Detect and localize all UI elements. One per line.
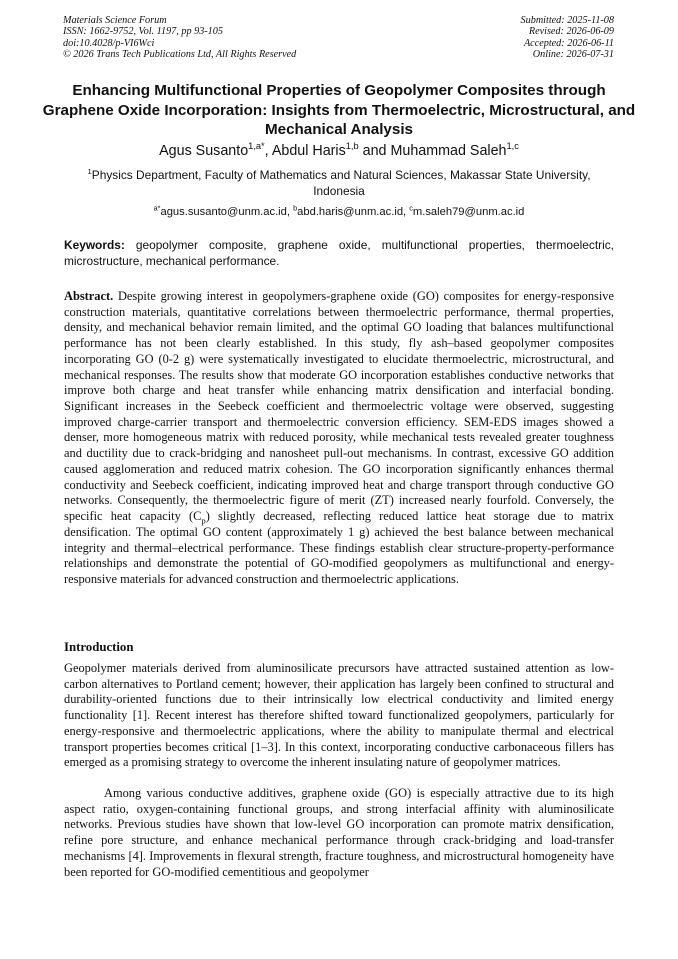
email-mark: a* [153,203,161,213]
email-address[interactable]: m.saleh79@unm.ac.id [412,206,525,218]
affiliation [66,168,612,199]
keywords-text: geopolymer composite, graphene oxide, multifunctional properties, thermoelectric, microstructure, mechanical performance. [64,238,614,268]
journal-name: Materials Science Forum [63,15,167,26]
author-name: Muhammad Saleh [390,143,507,159]
journal-info [63,15,296,61]
author-affiliation-mark: 1,a* [248,141,265,152]
email-address[interactable]: agus.susanto@unm.ac.id [160,206,287,218]
author-conjunction: and [358,143,391,159]
email-mark: c [409,203,413,213]
keywords [64,238,614,269]
paper-title: Enhancing Multifunctional Properties of Geopolymer Composites through Graphene Oxide Incorporation: Insights from Thermoelectric, Microstructural, and Mechanical Analysis [42,82,636,139]
intro-paragraph: Geopolymer materials derived from aluminosilicate precursors have attracted sustained attention as low-carbon alternatives to Portland cement; however, their application has largely been confined to structural and durability-oriented functions due to their intrinsically low electrical conductivity and limited energy functionality [1]. Recent interest has therefore shifted toward functionalized geopolymers, particularly for energy-responsive and thermoelectric applications, where the ability to manipulate thermal and electrical transport properties becomes critical [1–3]. In this context, incorporating conductive carbonaceous fillers has emerged as a promising strategy to overcome the inherent insulating nature of geopolymer matrices. [64,661,614,770]
section-heading-introduction: Introduction [64,640,134,654]
abstract [64,289,614,588]
email-list [40,203,638,218]
abstract-text-continued: ) slightly decreased, reflecting reduced lattice heat storage due to matrix densification. The optimal GO content (approximately 1 g) achieved the best balance between mechanical integrity and thermal–electrical performance. These findings establish clear structure-property-performance relationships and demonstrate the potential of GO-modified geopolymers as multifunctional and energy-responsive materials for advanced construction and thermoelectric applications. [64,509,614,586]
accepted-date: Accepted: 2026-06-11 [523,37,614,49]
publication-dates [521,15,614,61]
affiliation-mark: 1 [87,167,92,177]
email-separator: , [403,206,410,218]
intro-paragraph: Among various conductive additives, graphene oxide (GO) is especially attractive due to its high aspect ratio, oxygen-containing functional groups, and strong interfacial affinity with aluminosilicate networks. Previous studies have shown that low-level GO incorporation can promote matrix densification, refine pore structure, and enhance mechanical performance through crack-bridging and load-transfer mechanisms [4]. Improvements in flexural strength, fracture toughness, and microstructural homogeneity have been reported for GO-modified cementitious and geopolymer [64,786,614,879]
author-list [40,143,638,159]
email-separator: , [286,206,294,218]
copyright-line: © 2026 Trans Tech Publications Ltd, All Rights Reserved [63,49,297,61]
online-date: Online: 2026-07-31 [532,49,614,61]
keywords-label: Keywords: [64,238,125,252]
doi-line: doi:10.4028/p-VI6Wci [63,37,155,49]
heat-capacity-subscript: p [201,515,206,526]
author-name: Agus Susanto [159,143,249,159]
email-mark: b [293,203,298,213]
affiliation-text: Physics Department, Faculty of Mathematics and Natural Sciences, Makassar State University, Indonesia [91,168,591,198]
abstract-text: Despite growing interest in geopolymers-graphene oxide (GO) composites for energy-responsive construction materials, quantitative correlations between thermoelectric performance, thermal properties, density, and mechanical behavior remain limited, and the optimal GO loading that balances multifunctional performance has not been clearly established. In this study, fly ash–based geopolymer composites incorporating GO (0-2 g) were systematically investigated to elucidate thermoelectric, microstructural, and mechanical responses. The results show that moderate GO incorporation establishes conductive networks that improve both charge and heat transfer while enhancing matrix densification and interfacial bonding. Significant increases in the Seebeck coefficient and thermoelectric voltage were observed, suggesting improved charge-carrier transport and thermoelectric conversion efficiency. SEM-EDS images showed a denser, more homogeneous matrix with reduced porosity, while mechanical tests revealed greater toughness and ductility due to crack-bridging and nanosheet pull-out mechanisms. In contrast, excessive GO addition caused agglomeration and reduced matrix cohesion. The GO incorporation significantly enhances thermal conductivity and Seebeck coefficient, indicating improved heat and charge transport through conductive GO networks. Consequently, the thermoelectric figure of merit (ZT) increased nearly fourfold. Conversely, the specific heat capacity (C [64,289,614,524]
author-name: Abdul Haris [271,143,346,159]
author-affiliation-mark: 1,b [345,141,359,152]
issn-line: ISSN: 1662-9752, Vol. 1197, pp 93-105 [63,26,223,38]
abstract-label: Abstract. [64,289,114,303]
author-affiliation-mark: 1,c [506,141,519,152]
email-address[interactable]: abd.haris@unm.ac.id [297,206,404,218]
submitted-date: Submitted: 2025-11-08 [520,15,614,26]
author-separator: , [264,143,272,159]
revised-date: Revised: 2026-06-09 [528,26,614,38]
